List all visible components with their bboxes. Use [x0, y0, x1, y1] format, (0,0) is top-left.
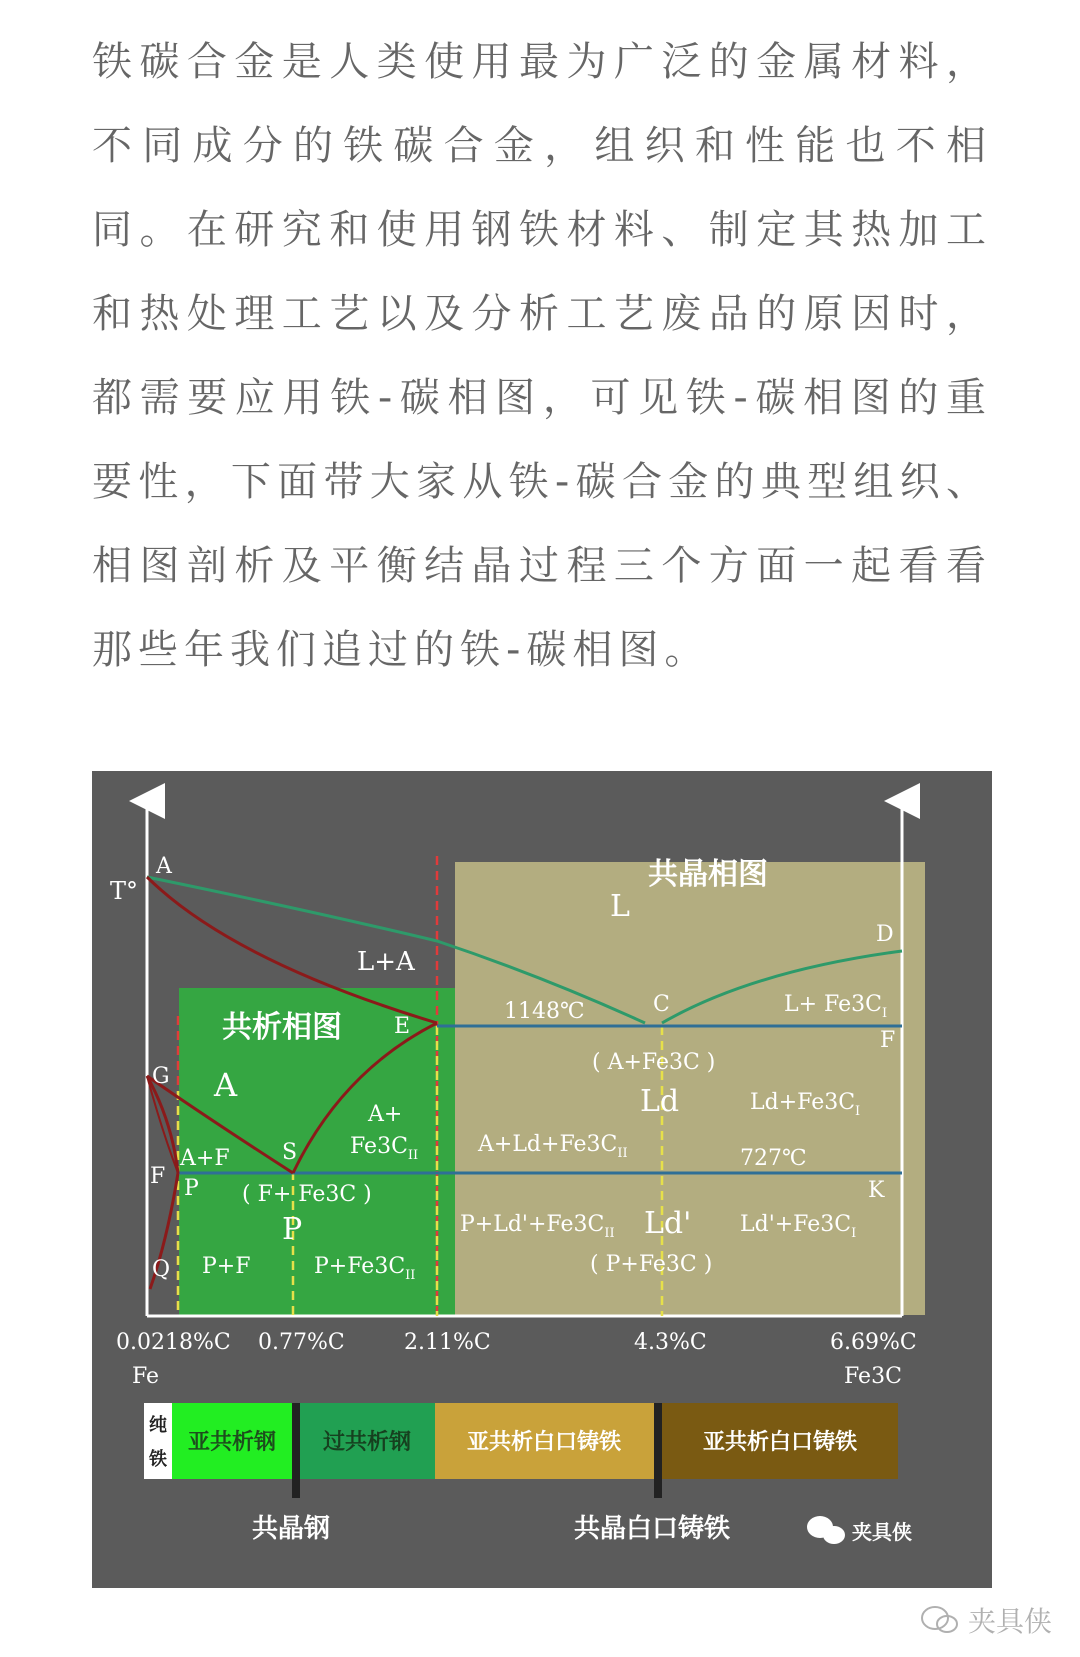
x-tick-4.3: 4.3%C — [634, 1330, 707, 1355]
phase-diagram-svg — [92, 771, 992, 1588]
point-F-top: F — [880, 1028, 896, 1053]
label-eutectic-white-iron: 共晶白口铸铁 — [574, 1514, 731, 1544]
label-L-plus-A: L+A — [357, 947, 415, 977]
label-P-big: P — [282, 1212, 303, 1247]
class-label-2: 过共析钢 — [322, 1430, 412, 1455]
label-P-Ld-Fe3C-II: $P+Ld'+Fe3C_{II}$ — [460, 1212, 615, 1241]
label-A-plus-top: A+ — [368, 1102, 403, 1127]
label-Ld-prime-Fe3C-I: $Ld'+Fe3C_I$ — [740, 1212, 857, 1241]
iron-carbon-phase-diagram — [92, 771, 992, 1588]
label-L: L — [610, 889, 630, 924]
class-pure-iron-char1: 纯 — [149, 1415, 167, 1436]
class-label-4: 亚共析白口铸铁 — [702, 1430, 858, 1455]
point-E: E — [394, 1014, 411, 1039]
x-tick-0.77: 0.77%C — [258, 1330, 345, 1355]
footer-credit-text: 夹具侠 — [967, 1605, 1052, 1638]
point-G: G — [152, 1064, 170, 1089]
x-end-Fe3C: Fe3C — [844, 1364, 902, 1389]
x-tick-0.0218: 0.0218%C — [116, 1330, 231, 1355]
label-eutectoid-steel: 共晶钢 — [252, 1514, 331, 1544]
class-label-1: 亚共析钢 — [187, 1430, 277, 1455]
label-A-plus-F: A+F — [180, 1146, 230, 1171]
label-Ld-prime: Ld' — [644, 1206, 692, 1241]
point-K: K — [868, 1178, 885, 1203]
x-tick-2.11: 2.11%C — [404, 1330, 491, 1355]
x-tick-6.69: 6.69%C — [830, 1330, 917, 1355]
label-A-Ld-Fe3C-II: $A+Ld+Fe3C_{II}$ — [478, 1132, 628, 1161]
eutectic-region-title: 共晶相图 — [648, 857, 768, 892]
label-A: A — [214, 1066, 238, 1104]
label-P-Fe3C-II: $P+Fe3C_{II}$ — [314, 1254, 416, 1283]
label-Ld-Fe3C-I: $Ld+Fe3C_I$ — [750, 1090, 861, 1119]
wechat-icon — [920, 1605, 960, 1635]
footer-credit — [920, 1600, 1052, 1640]
label-A-Fe3C-paren: ( A+Fe3C ) — [592, 1050, 716, 1075]
watermark-text: 夹具侠 — [852, 1520, 912, 1544]
label-A-plus-bottom: $Fe3C_{II}$ — [350, 1134, 419, 1163]
x-end-Fe: Fe — [132, 1364, 160, 1389]
class-pure-iron-char2: 铁 — [149, 1449, 167, 1470]
point-S: S — [282, 1140, 298, 1165]
label-L-Fe3C-I: $L+ Fe3C_I$ — [784, 992, 888, 1021]
point-A: A — [156, 854, 172, 879]
intro-paragraph: 铁碳合金是人类使用最为广泛的金属材料，不同成分的铁碳合金，组织和性能也不相同。在研究和使用钢铁材料、制定其热加工和热处理工艺以及分析工艺废品的原因时，都需要应用铁-碳相图，可见铁-碳相图的重要性，下面带大家从铁-碳合金的典型组织、相图剖析及平衡结晶过程三个方面一起看看那些年我们追过的铁-碳相图。 — [92, 39, 992, 673]
divider-2 — [654, 1403, 662, 1498]
point-P: P — [184, 1176, 199, 1201]
axis-y-label: T° — [110, 877, 139, 905]
eutectoid-region-title: 共析相图 — [222, 1010, 342, 1045]
label-727: 727℃ — [740, 1146, 807, 1171]
label-1148: 1148℃ — [504, 999, 585, 1024]
point-D: D — [876, 922, 894, 947]
point-C: C — [653, 992, 670, 1017]
point-F-left: F — [150, 1164, 166, 1189]
label-P-F: P+F — [202, 1254, 251, 1279]
divider-1 — [292, 1403, 300, 1498]
label-P-Fe3C-paren: ( P+Fe3C ) — [590, 1252, 713, 1277]
label-F-Fe3C: ( F+ Fe3C ) — [242, 1182, 372, 1207]
class-label-3: 亚共析白口铸铁 — [466, 1430, 622, 1455]
point-Q: Q — [152, 1257, 171, 1282]
eutectic-region — [455, 862, 925, 1315]
label-Ld: Ld — [640, 1084, 680, 1119]
